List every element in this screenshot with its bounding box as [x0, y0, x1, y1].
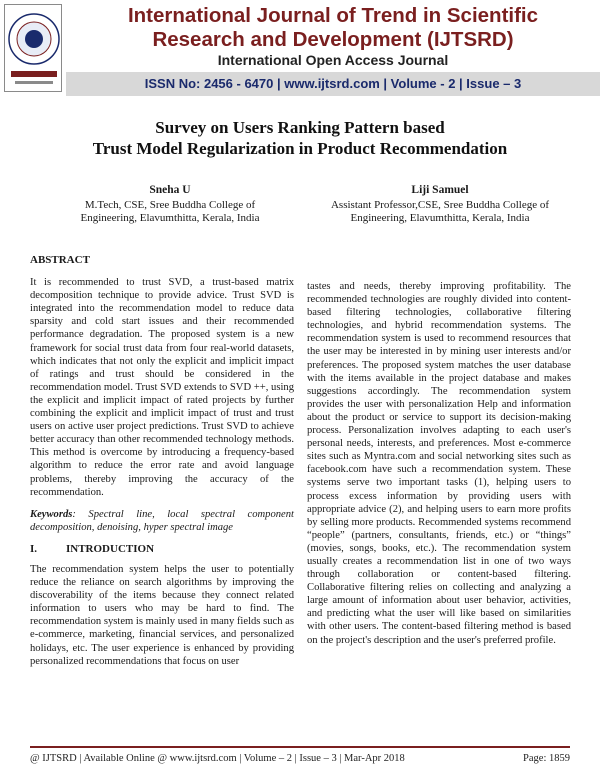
journal-header [0, 0, 600, 100]
left-column [30, 254, 294, 677]
journal-logo [4, 4, 62, 92]
introduction-heading [30, 543, 294, 556]
section-title: INTRODUCTION [66, 542, 155, 555]
author-affiliation-line1: M.Tech, CSE, Sree Buddha College of [84, 199, 256, 211]
author-affiliation-line2: Engineering, Elavumthitta, Kerala, India [80, 212, 260, 224]
author-name: Liji Samuel [411, 184, 469, 196]
paper-title-line1: Survey on Users Ranking Pattern based [155, 118, 445, 137]
right-column [307, 280, 571, 656]
introduction-text-right: tastes and needs, thereby improving profitability. The recommended technologies are roughly divided into content-based filtering technologies, collaborative filtering technologies, and hybrid recommendation systems. The recommendation system is used to recommend resources that the user may be interested in by mining user interests and/or preferences. The proposed system matches the user database with the items available in the project database and makes suggestions accordingly. The recommendation system provides the user with personalization Help and information about the product or service to support its decision-making process. Personalization involves adapting to each user's personal needs, interests, and preferences. Most e-commerce sites such as Myntra.com and social networking sites such as facebook.com have such a recommendation system. These systems serve two important tasks (1), helping users to process excess information by providing users with appropriate advice (2), and helping users to earn more profits by selling more products. Recommended systems recommend “people” (partners, consultants, friends, etc.) or “things” (movies, songs, books, etc.). The recommendation system usually creates a recommendation list in one of two ways through collaboration or content-based filtering. Collaborative filtering relies on collecting and analyzing a large amount of information about user behavior, activities, and predicting what the user will like based on similarities with other users. The content-based filtering method is based on the project's description and the user's preferred profile. [307, 281, 571, 646]
section-number: I. [30, 542, 38, 555]
keywords-label: Keywords [30, 508, 73, 520]
author-affiliation-line2: Engineering, Elavumthitta, Kerala, India [350, 212, 530, 224]
abstract-heading: ABSTRACT [30, 254, 90, 266]
author-name: Sneha U [149, 184, 191, 196]
page-footer [30, 752, 570, 765]
author-block-1 [45, 184, 295, 225]
issn-bar: ISSN No: 2456 - 6470 | www.ijtsrd.com | Volume - 2 | Issue – 3 [66, 72, 600, 96]
introduction-text-left: The recommendation system helps the user to potentially reduce the reliance on search algorithms by improving the discoverability of the items because they connect related information to users who may be hard to find. The recommendation system is mainly used in many fields such as e-commerce, marketing, financial services, and personalized holidays, etc. The user experience is enhanced by providing personalized recommendations that focus on user [30, 563, 294, 667]
keywords-text: : Spectral line, local spectral component decomposition, denoising, hyper spectral image [30, 508, 294, 533]
journal-title-line1: International Journal of Trend in Scientific [127, 4, 539, 27]
author-block-2 [305, 184, 575, 225]
footer-citation: @ IJTSRD | Available Online @ www.ijtsrd.com | Volume – 2 | Issue – 3 | Mar-Apr 2018 [30, 753, 405, 764]
page-number: Page: 1859 [523, 753, 570, 764]
paper-title-line2: Trust Model Regularization in Product Recommendation [92, 139, 508, 158]
author-affiliation-line1: Assistant Professor,CSE, Sree Buddha College of [330, 199, 549, 211]
journal-title [66, 4, 600, 52]
footer-rule [30, 746, 570, 748]
journal-title-line2: Research and Development (IJTSRD) [152, 28, 514, 51]
paper-title [0, 117, 600, 159]
journal-subtitle: International Open Access Journal [217, 52, 449, 68]
abstract-text: It is recommended to trust SVD, a trust-based matrix decomposition technique to provide advice. Trust SVD is integrated into the recommendation model to reduce data sparsity and cold start issues and their recommended performance degradation. The proposed system is a new framework for social trust data from four real-world datasets, which indicates that not only the explicit and implicit impact of ratings and trust should be considered in the recommendation model. Trust SVD extends to SVD ++, using the explicit and implicit impact of rated projects by further combining the explicit and implicit impact of trust and trust users on active user project predictions. Trust SVD to achieve better accuracy than other recommended technology methods. This method is overcome by introducing a frequency-based algorithm to reduce the error rate and avoid language problems, thereby improving the accuracy of the recommendation. [30, 277, 294, 498]
keywords [30, 508, 294, 534]
